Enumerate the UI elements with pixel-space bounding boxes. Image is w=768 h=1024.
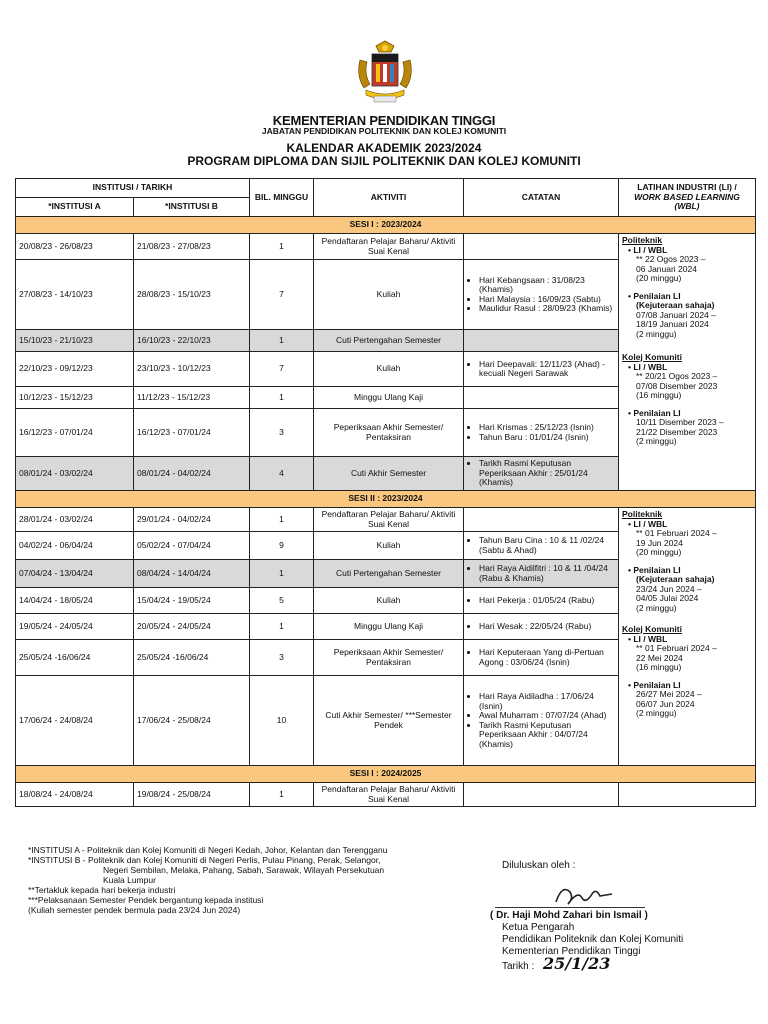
sesi-row: SESI I : 2024/2025 [16,766,756,783]
col-catatan: CATATAN [464,179,619,217]
col-institusi-tarikh: INSTITUSI / TARIKH [16,179,250,198]
li-wbl-sesi2: Politeknik • LI / WBL ** 01 Februari 2024 – 19 Jun 2024 (20 minggu) • Penilaian LI (Kejuteraan sahaja) 23/24 Jun 2024 – 04/05 Julai 2024 (2 minggu) Kolej Komuniti • LI / WBL ** 01 Februari 2024 – 22 Mei 2024 (16 minggu) • Penilaian LI 26/27 Mei 2024 – 06/07 Jun 2024 (2 minggu) [619,508,756,766]
col-institusi-a: *INSTITUSI A [16,198,134,217]
table-row: 17/06/24 - 24/08/24 17/06/24 - 25/08/24 10 Cuti Akhir Semester/ ***Semester Pendek • Hari Raya Aidiladha : 17/06/24 (Isnin) • Awal Muharram : 07/07/24 (Ahad) • Tarikh Rasmi Keputusan Peperiksaan Akhir : 04/07/24 (Khamis) [16,676,756,766]
coat-of-arms-icon [354,40,416,106]
table-row: 15/10/23 - 21/10/23 16/10/23 - 22/10/23 1 Cuti Pertengahan Semester [16,330,756,352]
table-row: 10/12/23 - 15/12/23 11/12/23 - 15/12/23 1 Minggu Ulang Kaji [16,387,756,409]
col-li-wbl-line1: LATIHAN INDUSTRI (LI) / [637,182,737,193]
table-row: 18/08/24 - 24/08/24 19/08/24 - 25/08/24 1 Pendaftaran Pelajar Baharu/ Aktiviti Suai Kenal [16,783,756,807]
department-name: JABATAN PENDIDIKAN POLITEKNIK DAN KOLEJ KOMUNITI [261,126,507,136]
document-subtitle: PROGRAM DIPLOMA DAN SIJIL POLITEKNIK DAN KOLEJ KOMUNITI [187,154,581,168]
table-row: 07/04/24 - 13/04/24 08/04/24 - 14/04/24 1 Cuti Pertengahan Semester • Hari Raya Aidilfitri : 10 & 11 /04/24 (Rabu & Khamis) [16,560,756,588]
sesi-row: SESI II : 2023/2024 [16,491,756,508]
table-row: 19/05/24 - 24/05/24 20/05/24 - 24/05/24 1 Minggu Ulang Kaji • Hari Wesak : 22/05/24 (Rabu) [16,614,756,640]
table-row: 14/04/24 - 18/05/24 15/04/24 - 19/05/24 5 Kuliah • Hari Pekerja : 01/05/24 (Rabu) [16,588,756,614]
signature-icon [548,880,618,910]
table-row: 25/05/24 -16/06/24 25/05/24 -16/06/24 3 Peperiksaan Akhir Semester/ Pentaksiran • Hari Keputeraan Yang di-Pertuan Agong : 03/06/24 (Isnin) [16,640,756,676]
table-row: 27/08/23 - 14/10/23 28/08/23 - 15/10/23 7 Kuliah • Hari Kebangsaan : 31/08/23 (Khamis) • Hari Malaysia : 16/09/23 (Sabtu) • Maulidur Rasul : 28/09/23 (Khamis) [16,260,756,330]
col-bil-minggu: BIL. MINGGU [250,179,314,217]
col-li-wbl-line2: WORK BASED LEARNING (WBL) [634,191,740,212]
col-li-wbl [619,179,756,217]
li-wbl-sesi1: Politeknik • LI / WBL ** 22 Ogos 2023 – 06 Januari 2024 (20 minggu) • Penilaian LI (Kejuteraan sahaja) 07/08 Januari 2024 – 18/19 Januari 2024 (2 minggu) Kolej Komuniti • LI / WBL ** 20/21 Ogos 2023 – 07/08 Disember 2023 (16 minggu) • Penilaian LI 10/11 Disember 2023 – 21/22 Disember 2023 (2 minggu) [619,234,756,491]
table-row: 28/01/24 - 03/02/24 29/01/24 - 04/02/24 1 Pendaftaran Pelajar Baharu/ Aktiviti Suai Kenal Politeknik • LI / WBL ** 01 Februari 2024 – 19 Jun 2024 (20 minggu) • Penilaian LI (Kejuteraan sahaja) 23/24 Jun 2024 – 04/05 Julai 2024 (2 minggu) Kolej Komuniti • LI / WBL ** 01 Februari 2024 – 22 Mei 2024 (16 minggu) • Penilaian LI 26/27 Mei 2024 – 06/07 Jun 2024 (2 minggu) [16,508,756,532]
table-row: 20/08/23 - 26/08/23 21/08/23 - 27/08/23 1 Pendaftaran Pelajar Baharu/ Aktiviti Suai Kenal Politeknik • LI / WBL ** 22 Ogos 2023 – 06 Januari 2024 (20 minggu) • Penilaian LI (Kejuteraan sahaja) 07/08 Januari 2024 – 18/19 Januari 2024 (2 minggu) Kolej Komuniti • LI / WBL ** 20/21 Ogos 2023 – 07/08 Disember 2023 (16 minggu) • Penilaian LI 10/11 Disember 2023 – 21/22 Disember 2023 (2 minggu) [16,234,756,260]
document-title: KALENDAR AKADEMIK 2023/2024 [286,141,482,155]
table-row: 16/12/23 - 07/01/24 16/12/23 - 07/01/24 3 Peperiksaan Akhir Semester/ Pentaksiran • Hari Krismas : 25/12/23 (Isnin) • Tahun Baru : 01/01/24 (Isnin) [16,409,756,457]
col-aktiviti: AKTIVITI [314,179,464,217]
table-row: 04/02/24 - 06/04/24 05/02/24 - 07/04/24 9 Kuliah • Tahun Baru Cina : 10 & 11 /02/24 (Sabtu & Ahad) [16,532,756,560]
academic-calendar-table [15,178,756,807]
table-row: 08/01/24 - 03/02/24 08/01/24 - 04/02/24 4 Cuti Akhir Semester • Tarikh Rasmi Keputusan Peperiksaan Akhir : 25/01/24 (Khamis) [16,457,756,491]
sesi-row: SESI I : 2023/2024 [16,217,756,234]
ministry-name: KEMENTERIAN PENDIDIKAN TINGGI [272,113,496,128]
col-institusi-b: *INSTITUSI B [134,198,250,217]
footnotes: *INSTITUSI A - Politeknik dan Kolej Komuniti di Negeri Kedah, Johor, Kelantan dan Terengganu *INSTITUSI B - Politeknik dan Kolej Komuniti di Negeri Perlis, Pulau Pinang, Perak, Selangor, Negeri Sembilan, Melaka, Pahang, Sabah, Sarawak, Wilayah Persekutuan Kuala Lumpur **Tertakluk kepada hari bekerja industri ***Pelaksanaan Semester Pendek bergantung kepada institusi (Kuliah semester pendek bermula pada 23/24 Jun 2024) [28,845,388,915]
handwritten-date: 25/1/23 [543,954,611,973]
table-row: 22/10/23 - 09/12/23 23/10/23 - 10/12/23 7 Kuliah • Hari Deepavali: 12/11/23 (Ahad) - kecuali Negeri Sarawak [16,352,756,387]
approval-block: Diluluskan oleh : ( Dr. Haji Mohd Zahari bin Ismail ) Ketua Pengarah Pendidikan Politeknik dan Kolej Komuniti Kementerian Pendidikan Tinggi Tarikh : 25/1/23 [490,860,684,973]
